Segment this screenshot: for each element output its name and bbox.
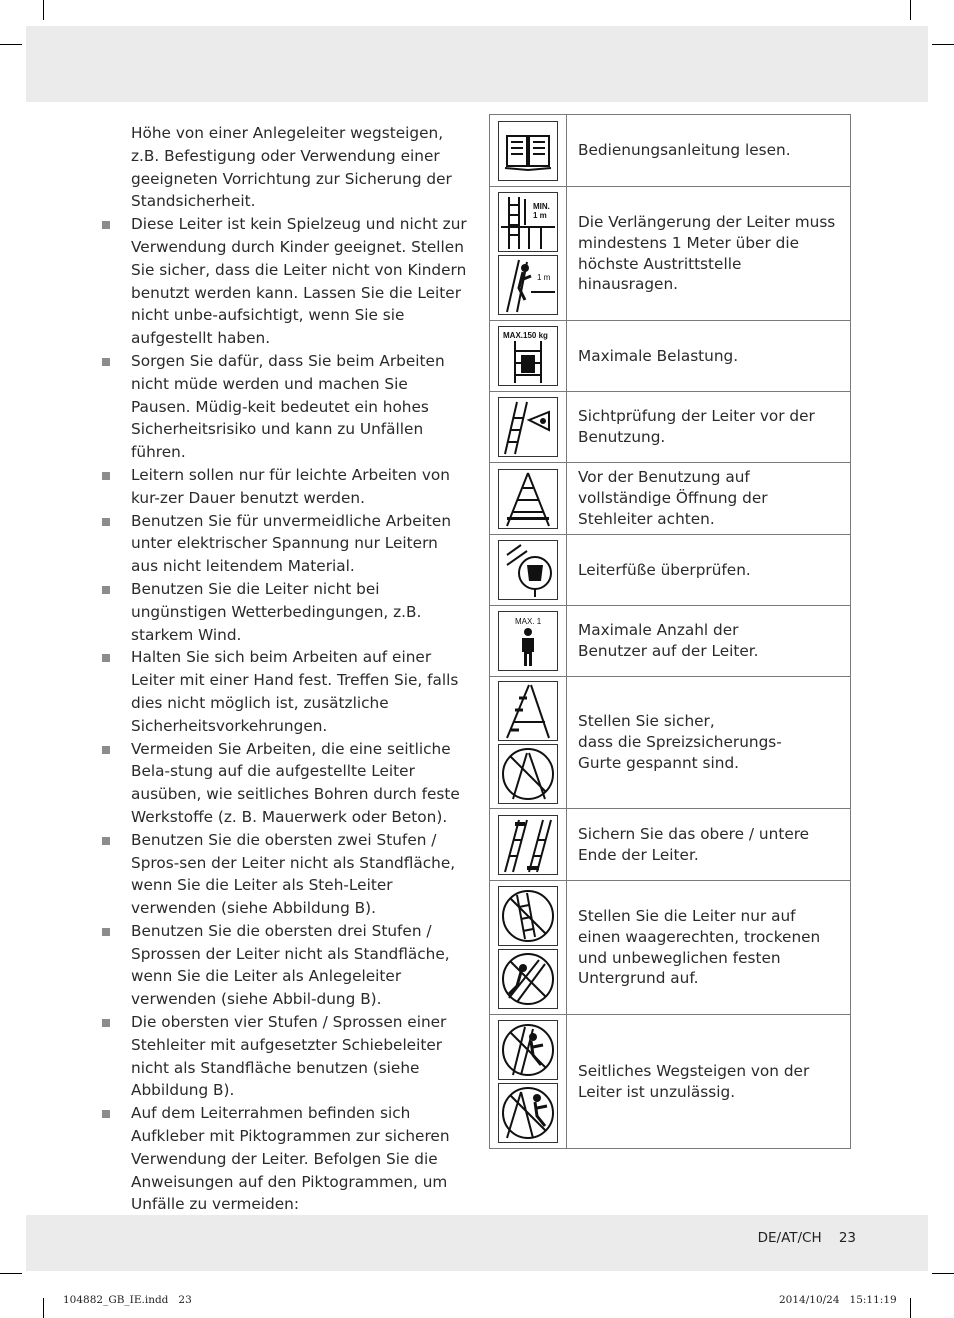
pictogram-row <box>490 463 851 535</box>
pictogram-icon-cell <box>490 115 567 187</box>
bullet-square-icon <box>102 1110 110 1118</box>
bullet-square-icon <box>102 746 110 754</box>
ladder-slippery-prohibited-icon <box>498 949 558 1009</box>
side-step-off-prohibited-icon <box>498 1020 558 1080</box>
crop-mark <box>0 1273 22 1274</box>
ladder-uneven-prohibited-icon <box>498 886 558 946</box>
pictogram-icon-cell <box>490 463 567 535</box>
pictogram-row <box>490 321 851 392</box>
bullet-item: Vermeiden Sie Arbeiten, die eine seitliche Bela-stung auf die aufgestellte Leiter ausüben, wie seitliches Bohren durch feste Werkstoffe (z. B. Mauerwerk oder Beton). <box>100 738 468 829</box>
pictogram-text: Maximale Anzahl der Benutzer auf der Leiter. <box>567 606 851 677</box>
pictogram-icon-cell <box>490 677 567 809</box>
footer-language: DE/AT/CH <box>757 1230 822 1246</box>
bullet-item: Benutzen Sie die obersten zwei Stufen / Spros-sen der Leiter nicht als Standfläche, wenn Sie die Leiter als Steh-Leiter verwenden (siehe Abbildung B). <box>100 829 468 920</box>
bullet-item: Benutzen Sie die obersten drei Stufen / Sprossen der Leiter nicht als Standfläche, wenn Sie die Leiter als Anlegeleiter verwenden (siehe Abbil-dung B). <box>100 920 468 1011</box>
pictogram-table <box>489 114 851 1149</box>
header-band <box>26 26 928 102</box>
max-users-label: MAX. 1 <box>515 617 542 626</box>
climber-1m-icon <box>498 255 558 315</box>
bullet-square-icon <box>102 358 110 366</box>
ladder-secure-ends-icon <box>498 815 558 875</box>
pictogram-icon-cell <box>490 187 567 321</box>
pictogram-row <box>490 606 851 677</box>
bullet-item: Die obersten vier Stufen / Sprossen einer Stehleiter mit aufgesetzter Schiebeleiter nicht als Standfläche benutzen (siehe Abbildung B). <box>100 1011 468 1102</box>
pictogram-text: Seitliches Wegsteigen von der Leiter ist unzulässig. <box>567 1015 851 1149</box>
pictogram-row <box>490 809 851 881</box>
pictogram-icon-cell <box>490 321 567 392</box>
side-step-off-stepladder-prohibited-icon <box>498 1083 558 1143</box>
max-load-label: MAX.150 kg <box>503 331 548 340</box>
page-number: 23 <box>838 1230 856 1246</box>
bullet-square-icon <box>102 518 110 526</box>
bullet-square-icon <box>102 472 110 480</box>
pictogram-text: Die Verlängerung der Leiter muss mindestens 1 Meter über die höchste Austrittstelle hinausragen. <box>567 187 851 321</box>
pictogram-icon-cell <box>490 809 567 881</box>
pictogram-icon-cell <box>490 392 567 463</box>
max-load-icon <box>498 326 558 386</box>
bullet-square-icon <box>102 1019 110 1027</box>
stepladder-strap-icon <box>498 681 558 741</box>
bullet-square-icon <box>102 586 110 594</box>
crop-mark <box>932 44 954 45</box>
crop-mark <box>932 1273 954 1274</box>
page-footer <box>758 1230 856 1246</box>
bullet-item: Auf dem Leiterrahmen befinden sich Aufkleber mit Piktogrammen zur sicheren Verwendung der Leiter. Befolgen Sie die Anweisungen auf den Piktogrammen, um Unfälle zu vermeiden: <box>100 1102 468 1216</box>
pictogram-text: Bedienungsanleitung lesen. <box>567 115 851 187</box>
pictogram-text: Sichern Sie das obere / untere Ende der Leiter. <box>567 809 851 881</box>
pictogram-row <box>490 1015 851 1149</box>
pictogram-row <box>490 677 851 809</box>
pictogram-icon-cell <box>490 535 567 606</box>
ladder-min-1m-icon <box>498 192 558 252</box>
pictogram-text: Stellen Sie die Leiter nur auf einen waagerechten, trockenen und unbeweglichen festen Untergrund auf. <box>567 881 851 1015</box>
ladder-min-label: MIN. 1 m <box>533 202 550 220</box>
pictogram-text: Stellen Sie sicher, dass die Spreizsicherungs- Gurte gespannt sind. <box>567 677 851 809</box>
intro-paragraph: Höhe von einer Anlegeleiter wegsteigen, z.B. Befestigung oder Verwendung einer geeigneten Vorrichtung zur Sicherung der Standsicherheit. <box>131 124 452 211</box>
crop-mark <box>910 0 911 20</box>
bullet-item: Sorgen Sie dafür, dass Sie beim Arbeiten nicht müde werden und machen Sie Pausen. Müdig-keit bedeutet ein hohes Sicherheitsrisiko und kann zu Unfällen führen. <box>100 350 468 464</box>
pictogram-text: Sichtprüfung der Leiter vor der Benutzung. <box>567 392 851 463</box>
bullet-item: Leitern sollen nur für leichte Arbeiten von kur-zer Dauer benutzt werden. <box>100 464 468 510</box>
pictogram-row <box>490 535 851 606</box>
max-one-user-icon <box>498 611 558 671</box>
bullet-item: Diese Leiter ist kein Spielzeug und nicht zur Verwendung durch Kinder geeignet. Stellen Sie sicher, dass die Leiter nicht von Kindern benutzt werden kann. Lassen Sie die Leiter nicht unbe-aufsichtigt, wenn Sie sie aufgestellt haben. <box>100 213 468 350</box>
bullet-square-icon <box>102 654 110 662</box>
crop-mark <box>43 1298 44 1318</box>
crop-mark <box>43 0 44 20</box>
bullet-square-icon <box>102 221 110 229</box>
pictogram-text: Maximale Belastung. <box>567 321 851 392</box>
stepladder-open-icon <box>498 469 558 529</box>
pictogram-icon-cell <box>490 606 567 677</box>
bullet-item: Benutzen Sie für unvermeidliche Arbeiten unter elektrischer Spannung nur Leitern aus nicht leitendem Material. <box>100 510 468 578</box>
print-slug-date: 2014/10/24 15:11:19 <box>779 1294 897 1306</box>
pictogram-row <box>490 187 851 321</box>
crop-mark <box>0 44 22 45</box>
bullet-item: Halten Sie sich beim Arbeiten auf einer Leiter mit einer Hand fest. Treffen Sie, falls dies nicht möglich ist, zusätzliche Sicherheitsvorkehrungen. <box>100 646 468 737</box>
climber-1m-label: 1 m <box>537 273 551 282</box>
stepladder-no-strap-prohibited-icon <box>498 744 558 804</box>
bullet-square-icon <box>102 928 110 936</box>
pictogram-row <box>490 115 851 187</box>
pictogram-row <box>490 392 851 463</box>
bullet-square-icon <box>102 837 110 845</box>
safety-instructions-column <box>100 122 468 1216</box>
ladder-foot-check-icon <box>498 540 558 600</box>
pictogram-row <box>490 881 851 1015</box>
pictogram-icon-cell <box>490 1015 567 1149</box>
print-slug-file: 104882_GB_IE.indd 23 <box>63 1294 192 1306</box>
pictogram-icon-cell <box>490 881 567 1015</box>
pictogram-text: Leiterfüße überprüfen. <box>567 535 851 606</box>
crop-mark <box>910 1298 911 1318</box>
pictogram-text: Vor der Benutzung auf vollständige Öffnung der Stehleiter achten. <box>567 463 851 535</box>
bullet-item: Benutzen Sie die Leiter nicht bei ungünstigen Wetterbedingungen, z.B. starkem Wind. <box>100 578 468 646</box>
ladder-inspection-eye-icon <box>498 397 558 457</box>
book-icon <box>498 121 558 181</box>
